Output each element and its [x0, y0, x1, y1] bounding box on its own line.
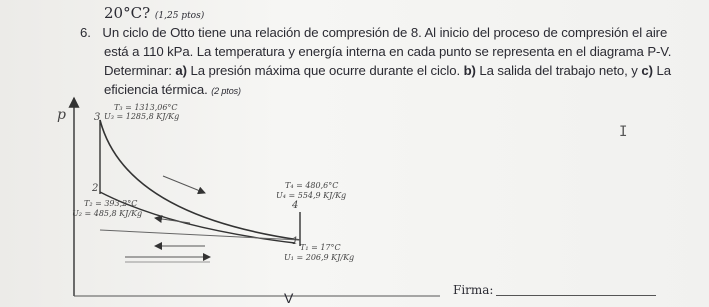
question-number: 6.	[80, 25, 91, 40]
point-3-label: 3	[94, 112, 101, 123]
point-1-energy: U₁ = 206,9 KJ/Kg	[284, 253, 355, 262]
question-text-4: eficiencia térmica.	[104, 82, 212, 97]
point-4-temperature: T₄ = 480,6°C	[285, 181, 339, 190]
arrow-expansion	[163, 176, 205, 193]
signature-label: Firma:	[453, 283, 494, 297]
point-4-label: 4	[292, 200, 299, 211]
p-axis-label: p	[57, 107, 66, 123]
expansion-curve-3-4	[100, 120, 300, 240]
arrow-compression	[155, 218, 190, 223]
point-2-temperature: T₂ = 393,2°C	[84, 199, 138, 208]
part-a-label: a)	[175, 63, 187, 78]
point-1-temperature: T₁ = 17°C	[300, 243, 341, 252]
point-2-label: 2	[92, 183, 99, 194]
v-axis-label: V	[284, 290, 294, 306]
text-cursor-icon: I	[619, 124, 628, 140]
point-3-energy: U₃ = 1285,8 KJ/Kg	[104, 112, 180, 121]
part-a-text: La presión máxima que ocurre durante el ciclo.	[186, 63, 464, 78]
signature-field[interactable]	[496, 295, 656, 296]
part-c-text: La	[652, 63, 671, 78]
previous-question-points: (1,25 ptos)	[154, 11, 205, 21]
part-b-text: La salida del trabajo neto, y	[475, 63, 642, 78]
part-c-label: c)	[641, 63, 653, 78]
previous-question-text: 20°C?	[104, 4, 151, 22]
point-3-temperature: T₃ = 1313,06°C	[114, 103, 178, 112]
point-1-label: 1	[292, 236, 299, 247]
question-points: (2 ptos)	[211, 86, 241, 96]
question-determine: Determinar:	[104, 63, 176, 78]
point-4-energy: U₄ = 554,9 KJ/Kg	[276, 191, 347, 200]
question-text-1: Un ciclo de Otto tiene una relación de compresión de 8. Al inicio del proceso de compresión el aire	[102, 25, 668, 40]
part-b-label: b)	[463, 63, 476, 78]
question-text-2: está a 110 kPa. La temperatura y energía interna en cada punto se representa en el diagrama P-V.	[104, 44, 672, 59]
point-2-energy: U₂ = 485,8 KJ/Kg	[72, 209, 143, 218]
